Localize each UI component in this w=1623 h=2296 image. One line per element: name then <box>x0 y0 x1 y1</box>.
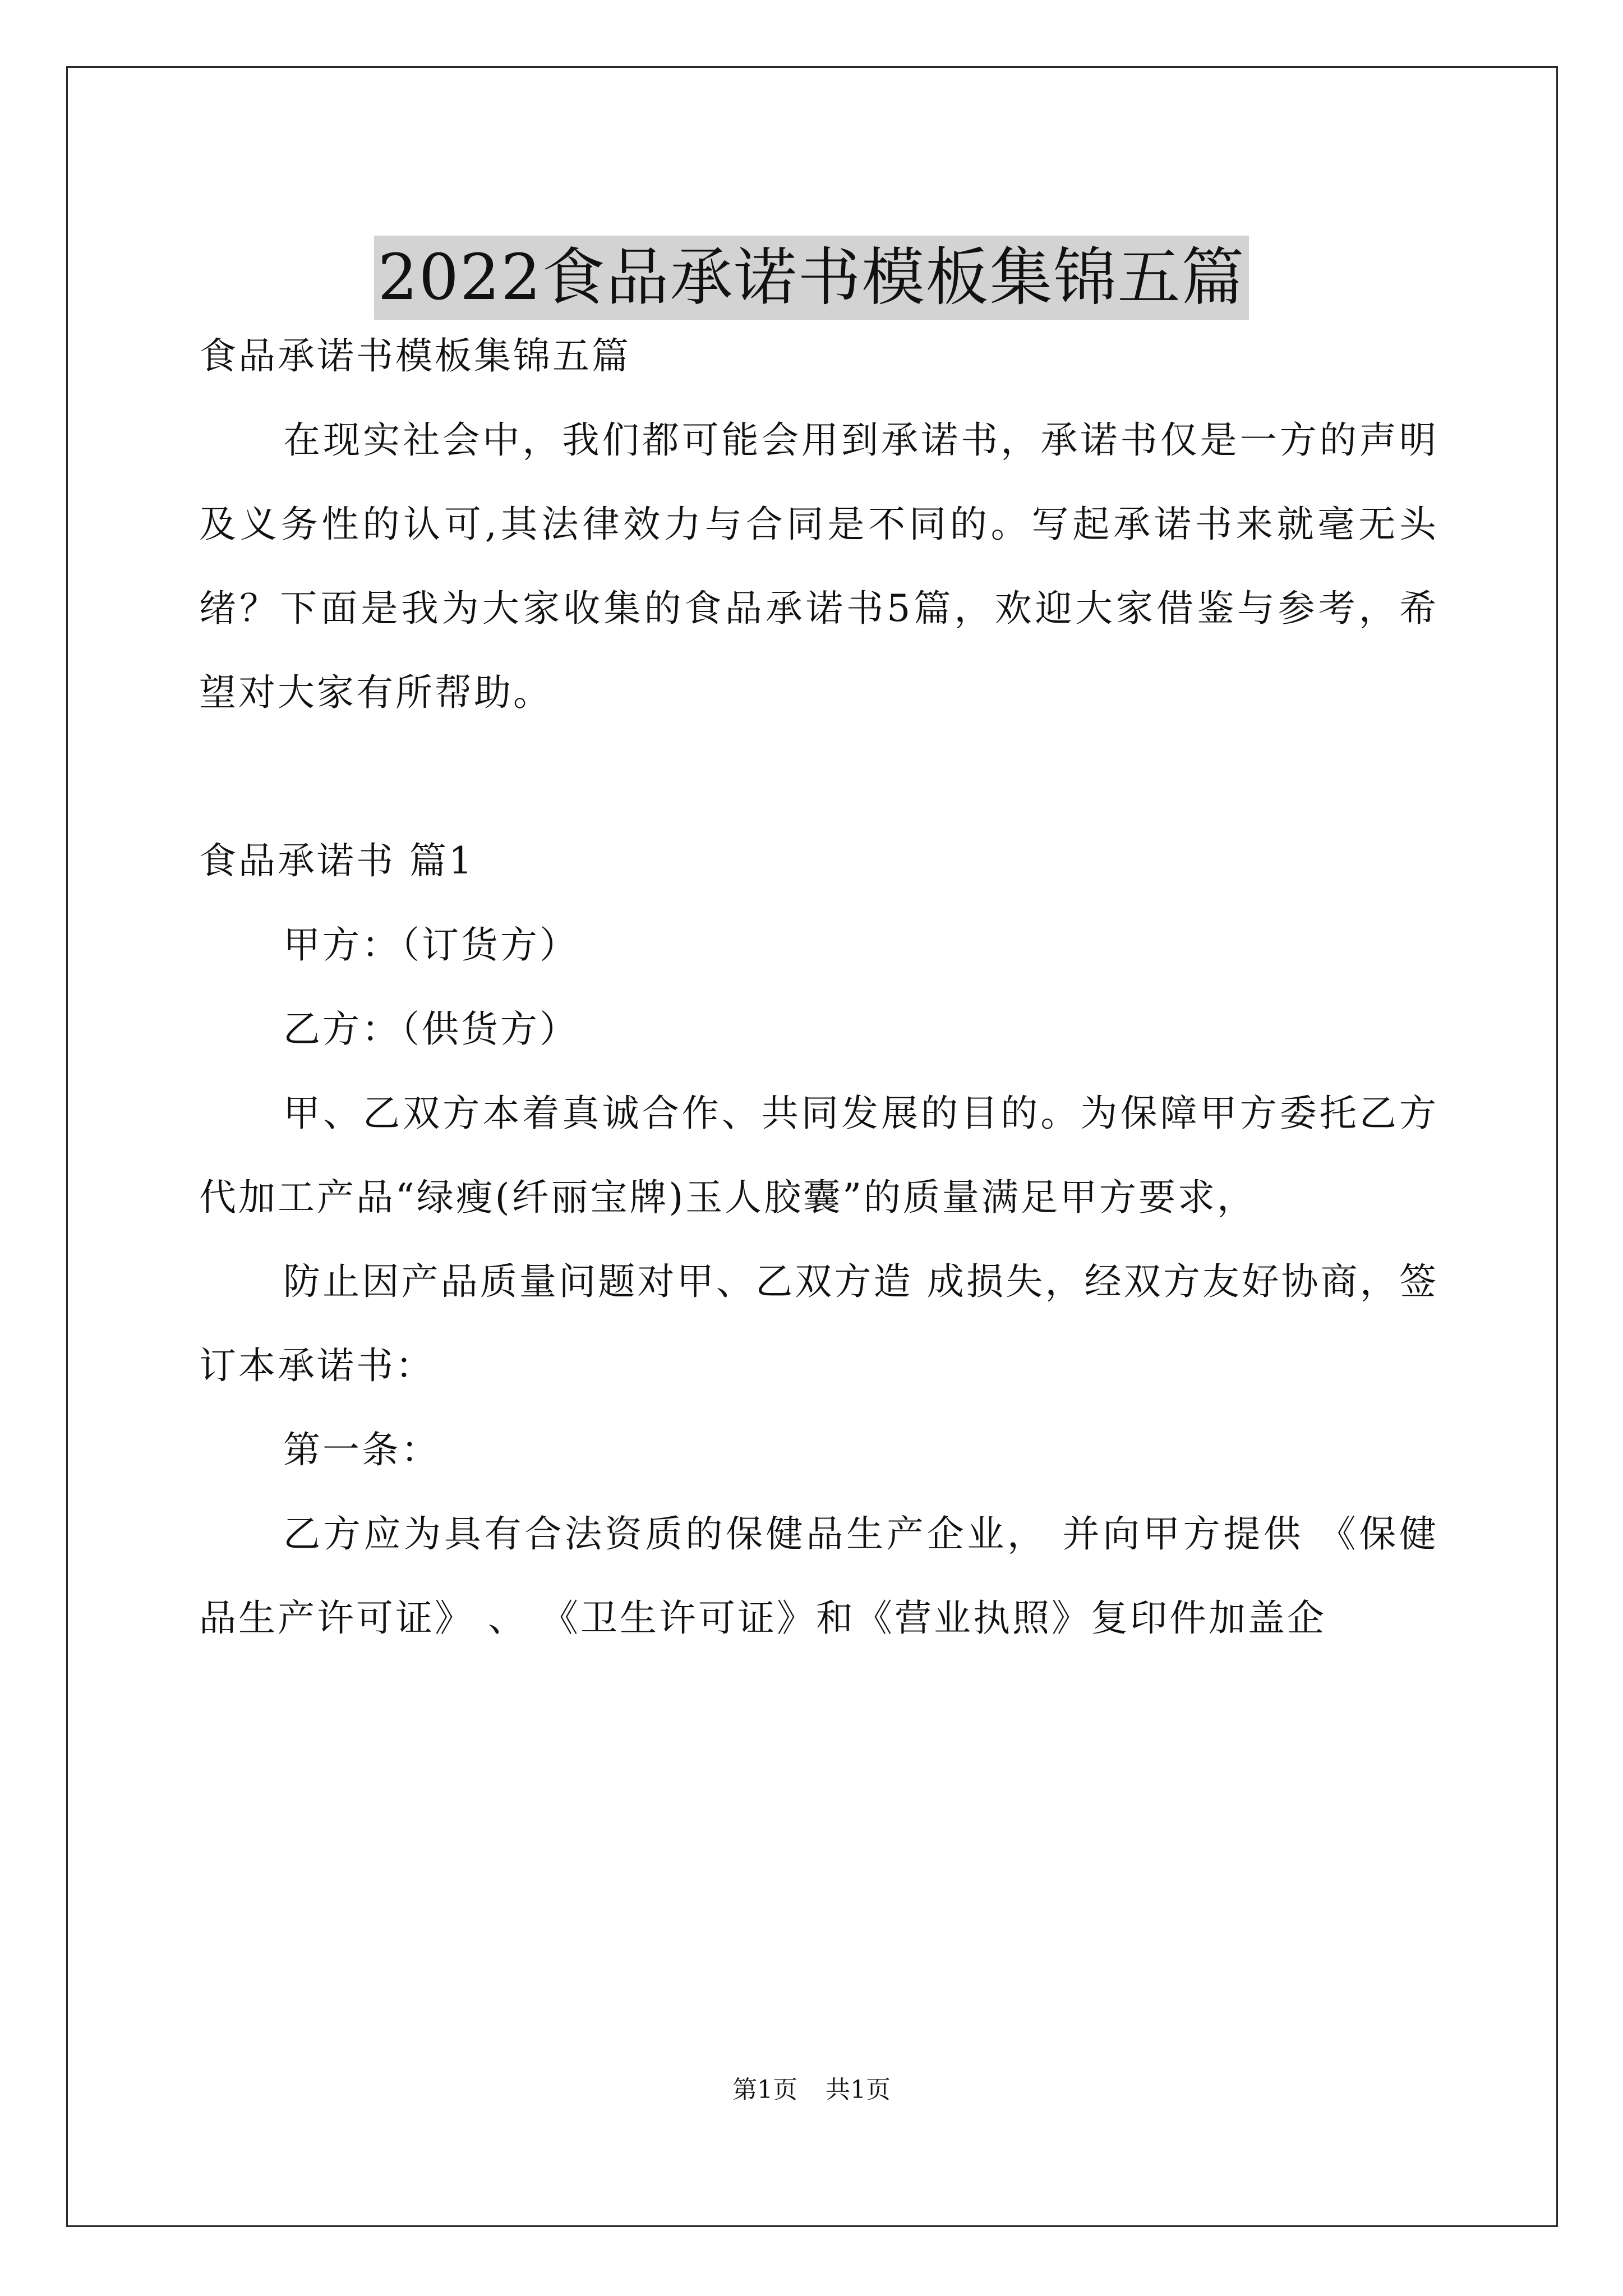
party-a-line: 甲方：（订货方） <box>283 923 579 967</box>
document-body <box>199 314 1438 1660</box>
section-heading: 食品承诺书 篇1 <box>199 839 474 882</box>
document-title: 2022食品承诺书模板集锦五篇 <box>374 236 1248 320</box>
page-number: 第1页 <box>732 2076 797 2104</box>
page-total: 共1页 <box>826 2076 891 2104</box>
agreement-paragraph: 防止因产品质量问题对甲、乙双方造 成损失，经双方友好协商，签订本承诺书： <box>199 1260 1438 1387</box>
article-1-heading: 第一条： <box>283 1428 440 1471</box>
purpose-paragraph: 甲、乙双方本着真诚合作、共同发展的目的。为保障甲方委托乙方代加工产品“绿瘦(纤丽宝牌)玉人胶囊”的质量满足甲方要求， <box>199 1092 1438 1219</box>
article-1-text: 乙方应为具有合法资质的保健品生产企业， 并向甲方提供 《保健品生产许可证》 、 《卫生许可证》和《营业执照》复印件加盖企 <box>199 1512 1438 1640</box>
intro-paragraph: 在现实社会中，我们都可能会用到承诺书，承诺书仅是一方的声明及义务性的认可,其法律效力与合同是不同的。写起承诺书来就毫无头绪？下面是我为大家收集的食品承诺书5篇，欢迎大家借鉴与参考，希望对大家有所帮助。 <box>199 418 1438 714</box>
party-b-line: 乙方：（供货方） <box>283 1007 579 1051</box>
paragraph-spacer <box>199 735 1438 819</box>
page-footer <box>0 2073 1623 2107</box>
document-subtitle: 食品承诺书模板集锦五篇 <box>199 334 631 378</box>
